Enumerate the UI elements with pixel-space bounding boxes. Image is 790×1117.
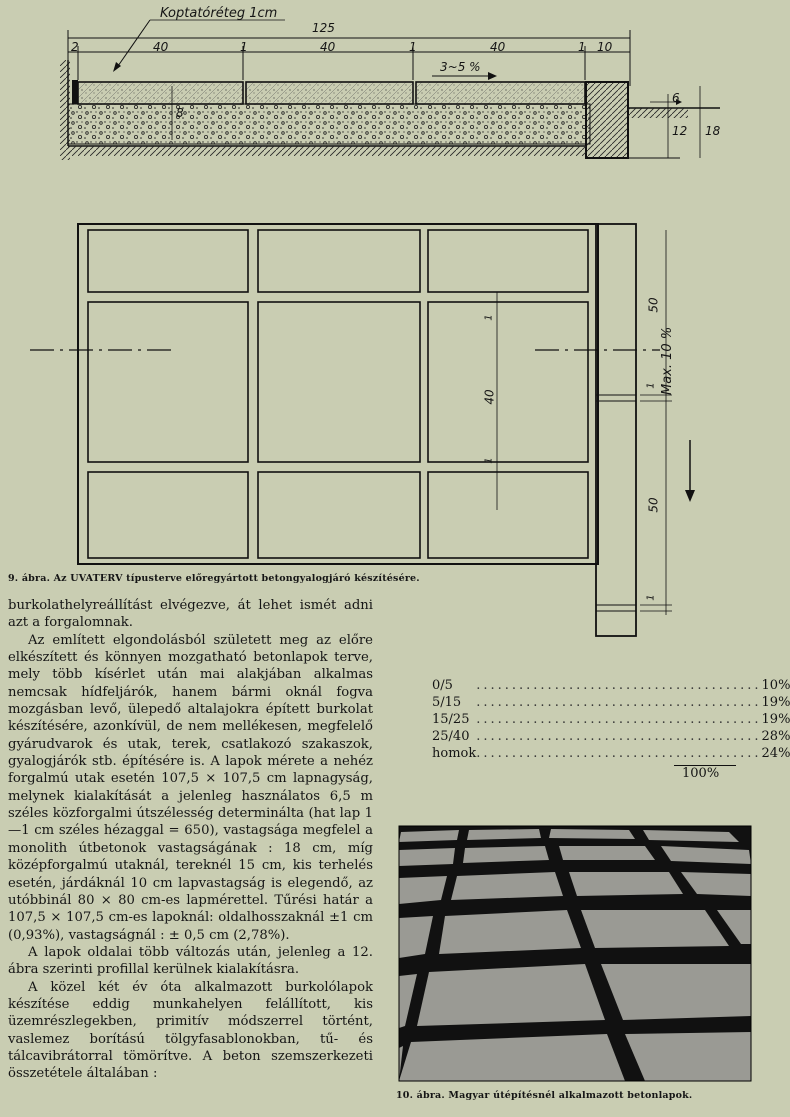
grading-percent: 24% xyxy=(761,746,790,761)
plan-dim-40: 40 xyxy=(482,389,497,405)
grading-fraction: homok xyxy=(432,746,477,761)
slope-max-label: Max. 10 % xyxy=(660,326,675,395)
plan-dim-1-b: 1 xyxy=(483,457,495,464)
figure-9-plan-view xyxy=(0,210,760,650)
total-width-dim: 125 xyxy=(312,21,335,35)
slab-thickness-dim: 8 xyxy=(176,106,184,120)
grading-table xyxy=(432,677,790,781)
figure-10-caption: 10. ábra. Magyar útépítésnél alkalmazott betonlapok. xyxy=(396,1090,693,1101)
figure-9-cross-section xyxy=(0,0,760,200)
grading-row: 5/15 ........................................ 19% xyxy=(432,695,790,710)
dim-6: 6 xyxy=(672,91,680,105)
paragraph-3: A lapok oldalai több változás után, jelenleg a 12. ábra szerinti profillal kerülnek kialakításra. xyxy=(8,944,373,978)
grading-row: 25/40 ........................................ 28% xyxy=(432,729,790,744)
plan-dim-1-a: 1 xyxy=(483,314,495,321)
body-text xyxy=(8,597,373,1083)
grading-percent: 19% xyxy=(761,712,790,727)
grading-fraction: 0/5 xyxy=(432,678,453,693)
joint-2-dim: 1 xyxy=(409,40,417,54)
dim-12: 12 xyxy=(672,124,688,138)
slab-2-dim: 40 xyxy=(320,40,336,54)
paragraph-2: Az említett elgondolásból született meg az előre elkészített és könnyen mozgatható betonlapok terve, mely több kísérlet után mai alakjában alkalmas nemcsak hídfeljárók, hanem bármi oknál fogva mozgásban levő, ülepedő altalajokra épített burkolat készítésére, azonkívül, de nem mellékesen, megfelelő gyárudvarok és utak, terek, csatlakozó szakaszok, gyalogjárók stb. építésére is. A lapok mérete a nehéz forgalmú utak esetén 107,5 × 107,5 cm lapnagyság, melynek kialakítását a jelenleg használatos 6,5 m széles közforgalmi útszélesség determinálta (hat lap 1—1 cm széles hézaggal = 650), vastagsága megfelel a monolith útbetonok vastagságának : 18 cm, míg középforgalmú utaknál, tereknél 15 cm, kis terhelés esetén, járdáknál 10 cm lapvastagság is elegendő, az utóbbinál 80 × 80 cm-es lapmérettel. Tűrési határ a 107,5 × 107,5 cm-es lapoknál: oldalhosszaknál ±1 cm (0,93%), vastagságnál : ± 0,5 cm (2,78%). xyxy=(8,632,373,943)
grading-percent: 28% xyxy=(761,729,790,744)
figure-9-caption: 9. ábra. Az UVATERV típusterve előregyártott betongyalogjáró készítésére. xyxy=(8,573,420,584)
grading-percent: 10% xyxy=(761,678,790,693)
joint-1-dim: 1 xyxy=(240,40,248,54)
figure-10-photo xyxy=(399,826,751,1081)
paragraph-1: burkolathelyreállítást elvégezve, át lehet ismét adni azt a forgalomnak. xyxy=(8,598,373,631)
grading-row: 0/5 ........................................ 10% xyxy=(432,678,790,693)
slope-label: 3~5 % xyxy=(440,60,481,74)
plan-dim-50-bottom: 50 xyxy=(646,497,661,513)
grading-total: 100% xyxy=(682,766,720,781)
dim-18: 18 xyxy=(705,124,721,138)
curb-width-dim: 10 xyxy=(597,40,613,54)
joint-3-dim: 1 xyxy=(578,40,586,54)
grading-fraction: 5/15 xyxy=(432,695,462,710)
grading-percent: 19% xyxy=(761,695,790,710)
grading-row: homok ........................................ 24% xyxy=(432,746,790,761)
slab-1-dim: 40 xyxy=(153,40,169,54)
grading-fraction: 25/40 xyxy=(432,729,470,744)
plan-dim-1-c: 1 xyxy=(645,382,657,389)
slab-3-dim: 40 xyxy=(490,40,506,54)
paragraph-4: A közel két év óta alkalmazott burkolólapok készítése eddig munkahelyen felállított, kis üzemrészlegekben, primitív módszerrel történt, vaslemez borítású tölgyfasablonokban, tű- és tálcavibrátorral tömörítve. A beton szemszerkezeti összetétele általában : xyxy=(8,979,373,1082)
grading-fraction: 15/25 xyxy=(432,712,470,727)
grading-row: 15/25 ........................................ 19% xyxy=(432,712,790,727)
plan-dim-50-top: 50 xyxy=(646,297,661,313)
plan-dim-1-d: 1 xyxy=(645,594,657,601)
surface-layer-label: Koptatóréteg 1cm xyxy=(160,6,278,21)
edge-gap-dim: 2 xyxy=(71,40,79,54)
